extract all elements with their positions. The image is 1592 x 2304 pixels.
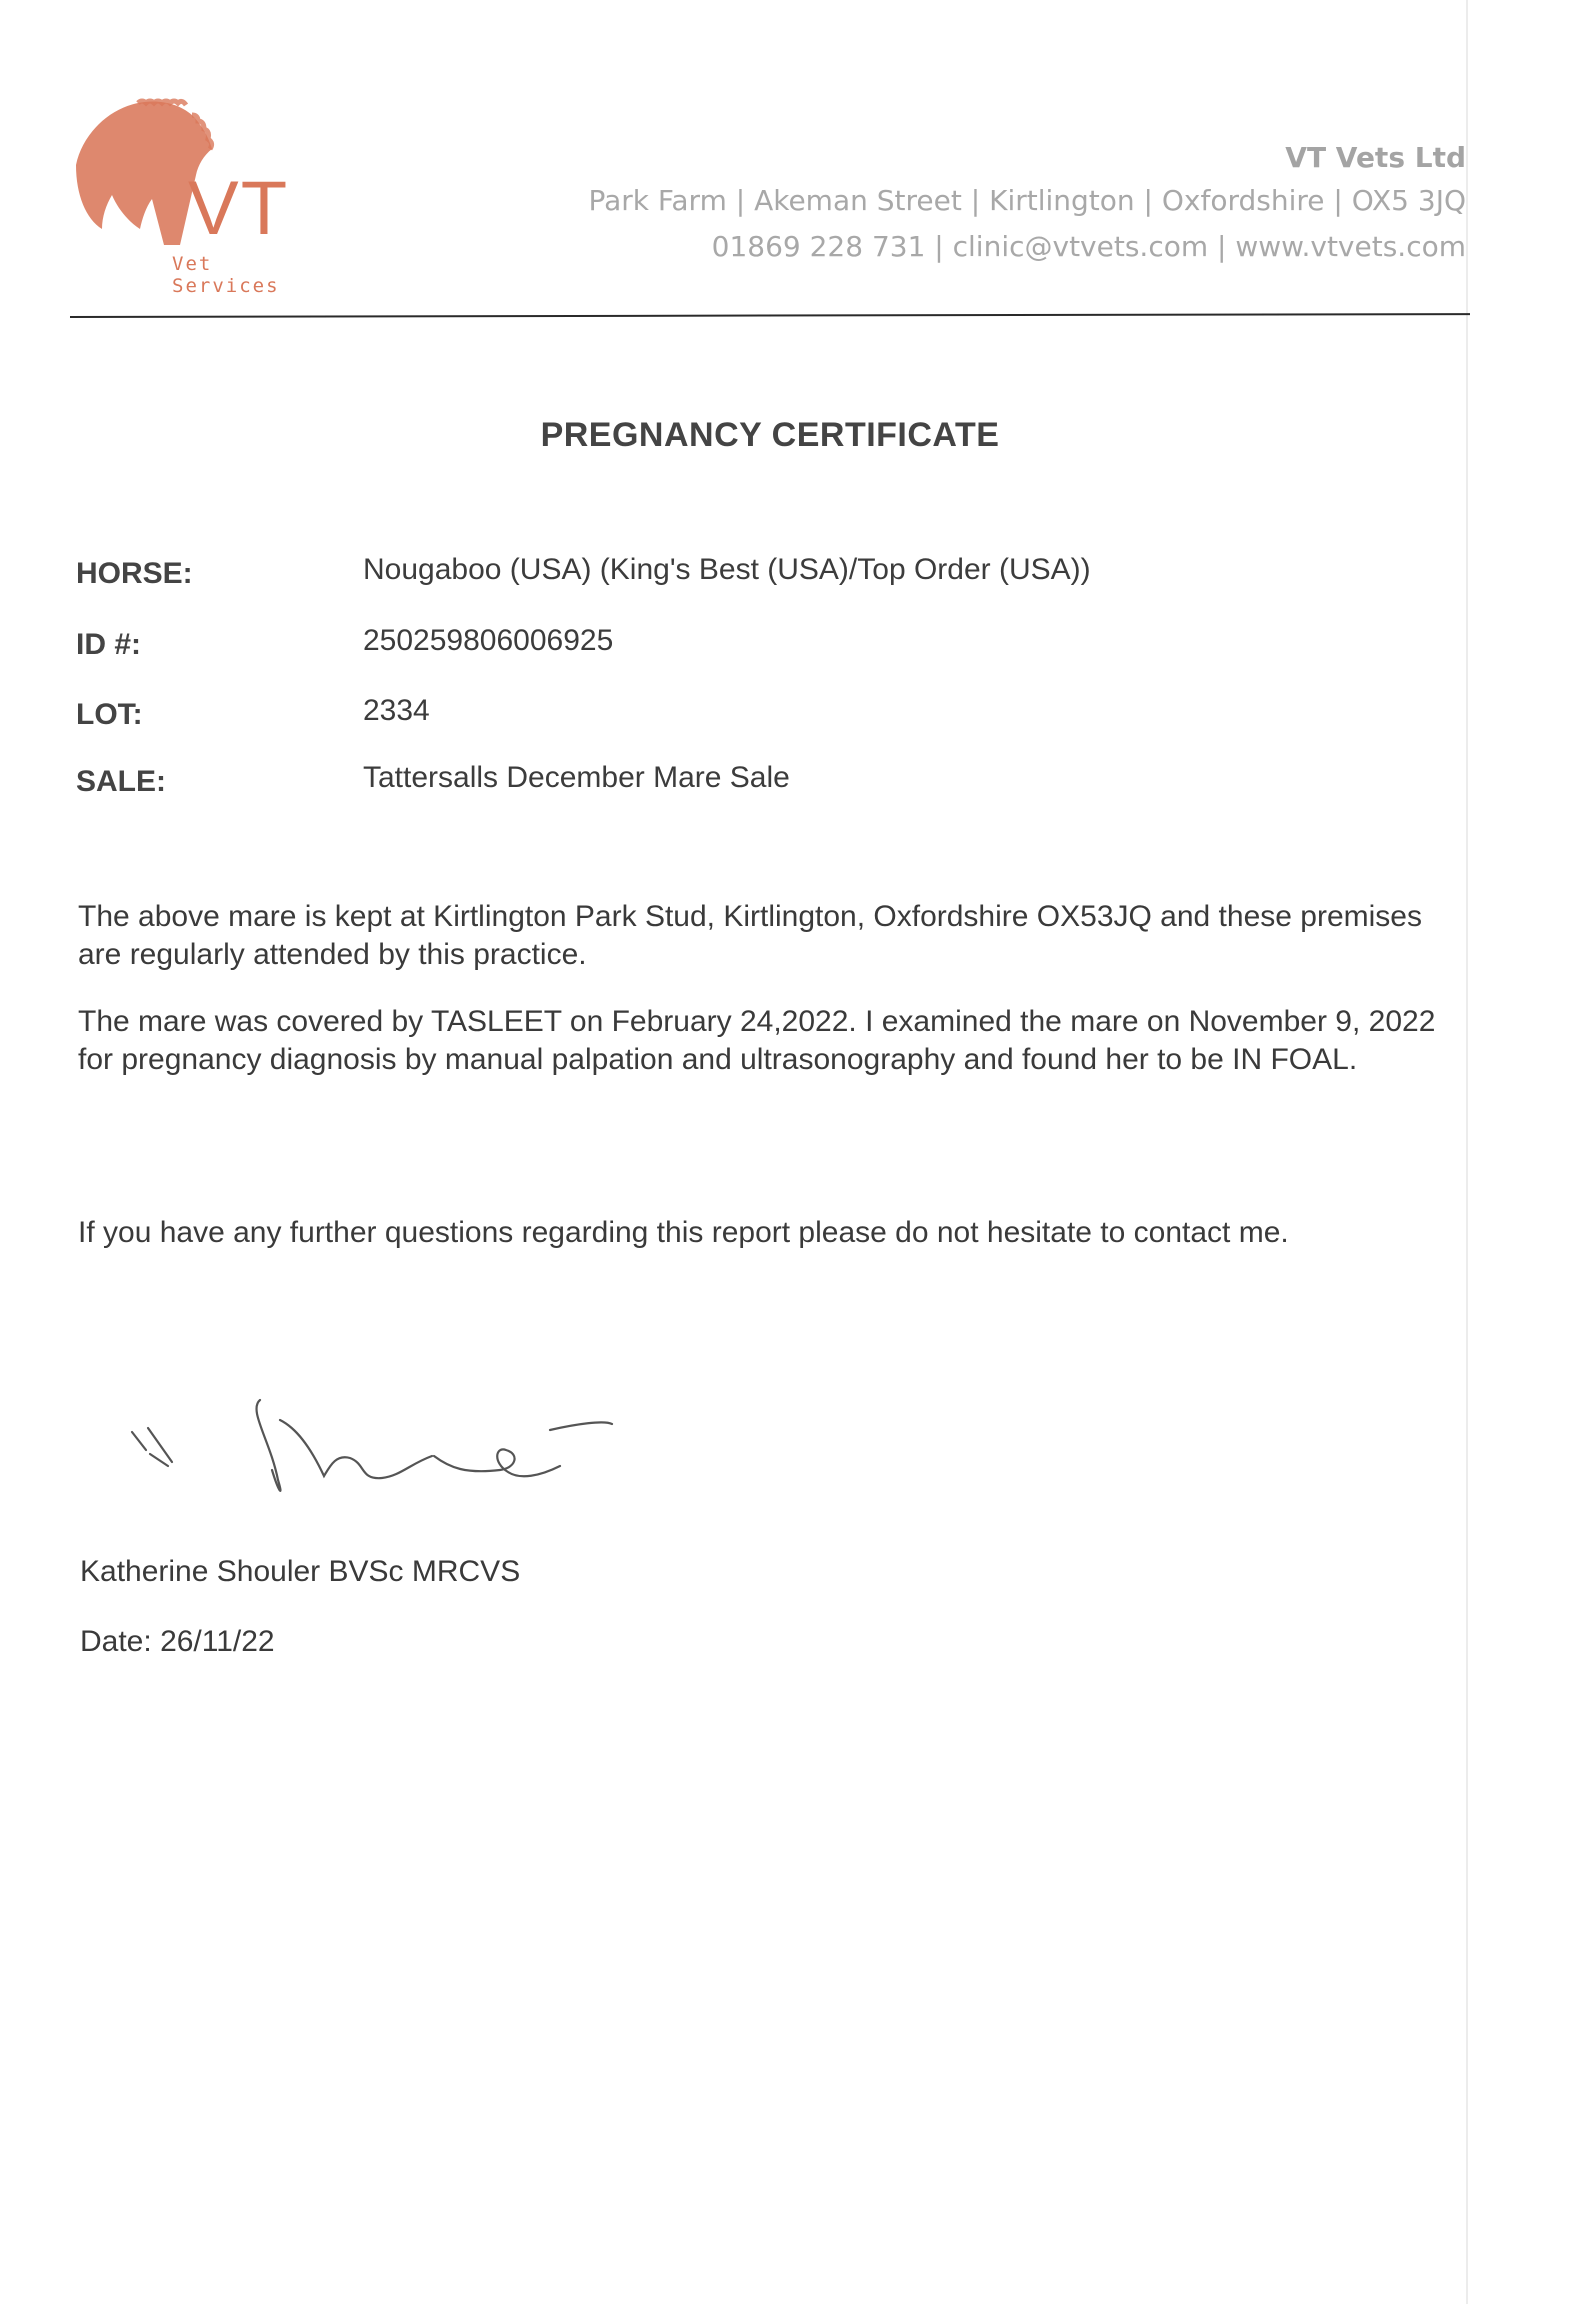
logo-subtitle: Vet Services: [172, 253, 280, 297]
date-label: Date:: [80, 1625, 152, 1658]
field-value: 2334: [363, 694, 430, 727]
paragraph-examination: The mare was covered by TASLEET on February 24,2022. I examined the mare on November 9, 2022 for pregnancy diagnosis by manual palpation and ultrasonography and found her to be IN FOAL.: [78, 1005, 1436, 1076]
field-label: LOT:: [76, 698, 143, 731]
field-label: SALE:: [76, 765, 166, 798]
date-value: 26/11/22: [160, 1625, 275, 1658]
field-value: 250259806006925: [363, 624, 614, 657]
header-divider: [70, 313, 1470, 318]
page-edge-shadow: [1466, 0, 1468, 2304]
field-label: ID #:: [76, 628, 142, 661]
company-info: [588, 138, 1466, 270]
company-address: Park Farm | Akeman Street | Kirtlington | Oxfordshire | OX5 3JQ: [588, 184, 1466, 217]
signatory-name: Katherine Shouler BVSc MRCVS: [80, 1555, 521, 1588]
paragraph-premises: The above mare is kept at Kirtlington Park Stud, Kirtlington, Oxfordshire OX53JQ and these premises are regularly attended by this practice.: [78, 900, 1422, 971]
field-value: Tattersalls December Mare Sale: [363, 761, 790, 794]
field-label: HORSE:: [76, 557, 193, 590]
logo-letters: VT: [188, 166, 290, 251]
document-date: [80, 1624, 275, 1660]
document-title: PREGNANCY CERTIFICATE: [540, 416, 1000, 454]
field-value: Nougaboo (USA) (King's Best (USA)/Top Order (USA)): [363, 553, 1091, 586]
handwritten-signature: [120, 1380, 640, 1510]
paragraph-contact: If you have any further questions regarding this report please do not hesitate to contact me.: [78, 1216, 1289, 1249]
company-contact: 01869 228 731 | clinic@vtvets.com | www.vtvets.com: [711, 230, 1466, 263]
company-name: VT Vets Ltd: [1285, 141, 1466, 174]
vt-logo: [68, 95, 328, 297]
